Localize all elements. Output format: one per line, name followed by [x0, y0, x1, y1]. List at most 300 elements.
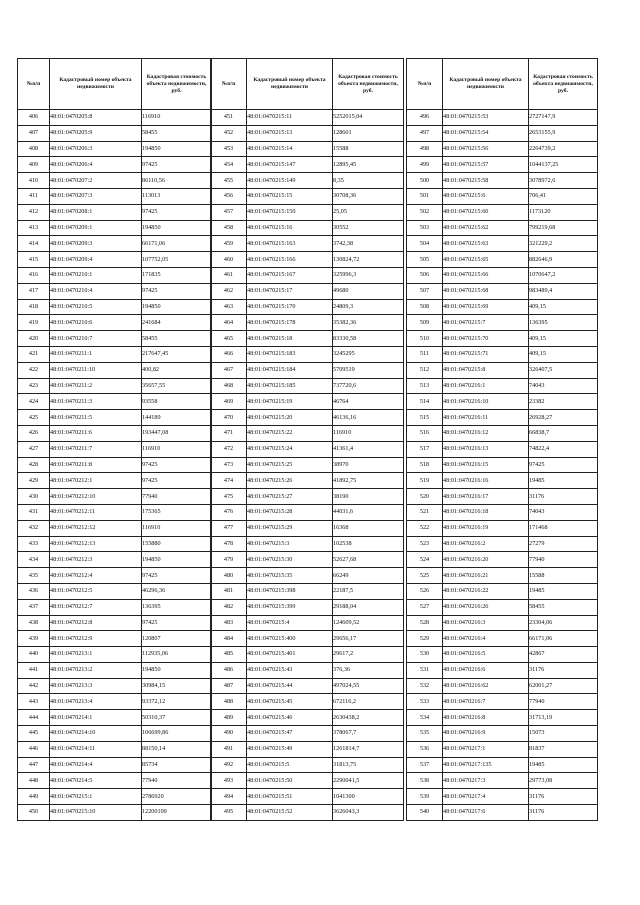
cadastral-number: 48:01:0470215:178	[247, 315, 333, 331]
row-number: 440	[18, 647, 50, 663]
cadastral-value: 97425	[142, 473, 212, 489]
table-row	[211, 741, 404, 757]
cadastral-value: 38970	[333, 457, 404, 473]
row-number: 519	[407, 473, 443, 489]
cadastral-number: 48:01:0470215:60	[443, 204, 529, 220]
table-row	[18, 315, 212, 331]
cadastral-value: 409,15	[529, 331, 598, 347]
row-number: 495	[211, 805, 247, 821]
cadastral-value: 376,36	[333, 662, 404, 678]
row-number: 464	[211, 315, 247, 331]
table-body	[18, 110, 212, 821]
cadastral-value: 5252015,04	[333, 110, 404, 126]
cadastral-value: 93558	[142, 394, 212, 410]
cadastral-number: 48:01:0470213:1	[50, 647, 142, 663]
cadastral-value: 49680	[333, 283, 404, 299]
table-row	[211, 710, 404, 726]
cadastral-value: 1261814,7	[333, 741, 404, 757]
cadastral-value: 31713,19	[529, 710, 598, 726]
cadastral-value: 3626043,3	[333, 805, 404, 821]
row-number: 485	[211, 647, 247, 663]
cadastral-number: 48:01:0470215:4	[247, 615, 333, 631]
cadastral-value: 77940	[529, 694, 598, 710]
table-row	[211, 694, 404, 710]
cadastral-number: 48:01:0470215:19	[247, 394, 333, 410]
row-number: 508	[407, 299, 443, 315]
row-number: 514	[407, 394, 443, 410]
table-row	[407, 220, 598, 236]
cadastral-number: 48:01:0470215:149	[247, 173, 333, 189]
cadastral-number: 48:01:0470215:183	[247, 346, 333, 362]
table-row	[18, 299, 212, 315]
cadastral-value: 193447,08	[142, 425, 212, 441]
cadastral-value: 409,15	[529, 299, 598, 315]
table-row	[18, 662, 212, 678]
cadastral-number: 48:01:0470215:5	[247, 757, 333, 773]
cadastral-value: 42867	[529, 647, 598, 663]
row-number: 421	[18, 346, 50, 362]
cadastral-value: 30984,15	[142, 678, 212, 694]
cadastral-number: 48:01:0470216:1	[443, 378, 529, 394]
table-row	[211, 489, 404, 505]
cadastral-number: 48:01:0470215:6	[443, 188, 529, 204]
table-row	[211, 267, 404, 283]
table-row	[407, 457, 598, 473]
table-row	[211, 315, 404, 331]
row-number: 444	[18, 710, 50, 726]
row-number: 530	[407, 647, 443, 663]
cadastral-value: 58455	[142, 125, 212, 141]
cadastral-value: 74043	[529, 504, 598, 520]
cadastral-value: 106699,86	[142, 726, 212, 742]
cadastral-number: 48:01:0470216:4	[443, 631, 529, 647]
cadastral-value: 46136,16	[333, 410, 404, 426]
row-number: 498	[407, 141, 443, 157]
cadastral-value: 38190	[333, 489, 404, 505]
row-number: 412	[18, 204, 50, 220]
cadastral-value: 41892,75	[333, 473, 404, 489]
row-number: 471	[211, 425, 247, 441]
table-row	[211, 662, 404, 678]
cadastral-value: 24809,3	[333, 299, 404, 315]
row-number: 528	[407, 615, 443, 631]
row-number: 406	[18, 110, 50, 126]
cadastral-number: 48:01:0470215:43	[247, 662, 333, 678]
table-row	[18, 757, 212, 773]
cadastral-value: 194850	[142, 220, 212, 236]
cadastral-value: 81837	[529, 741, 598, 757]
cadastral-value: 50310,37	[142, 710, 212, 726]
row-number: 521	[407, 504, 443, 520]
cadastral-number: 48:01:0470216:9	[443, 726, 529, 742]
table-row	[407, 741, 598, 757]
cadastral-number: 48:01:0470216:6	[443, 662, 529, 678]
row-number: 499	[407, 157, 443, 173]
table-row	[407, 331, 598, 347]
table-row	[18, 331, 212, 347]
cadastral-value: 102538	[333, 536, 404, 552]
row-number: 413	[18, 220, 50, 236]
table-row	[211, 457, 404, 473]
row-number: 430	[18, 489, 50, 505]
row-number: 456	[211, 188, 247, 204]
table-header-row	[211, 59, 404, 110]
row-number: 492	[211, 757, 247, 773]
row-number: 486	[211, 662, 247, 678]
cadastral-number: 48:01:0470215:13	[247, 125, 333, 141]
table-row	[18, 425, 212, 441]
row-number: 433	[18, 536, 50, 552]
table-row	[211, 552, 404, 568]
cadastral-value: 31176	[529, 489, 598, 505]
cadastral-table-2	[210, 58, 404, 821]
cadastral-number: 48:01:0470215:10	[50, 805, 142, 821]
cadastral-number: 48:01:0470215:47	[247, 726, 333, 742]
cadastral-value: 107752,05	[142, 252, 212, 268]
cadastral-number: 48:01:0470216:21	[443, 568, 529, 584]
row-number: 452	[211, 125, 247, 141]
table-row	[18, 220, 212, 236]
cadastral-number: 48:01:0470215:22	[247, 425, 333, 441]
row-number: 491	[211, 741, 247, 757]
cadastral-value: 113013	[142, 188, 212, 204]
row-number: 472	[211, 441, 247, 457]
row-number: 501	[407, 188, 443, 204]
table-row	[18, 773, 212, 789]
cadastral-number: 48:01:0470215:65	[443, 252, 529, 268]
cadastral-value: 52627,68	[333, 552, 404, 568]
row-number: 449	[18, 789, 50, 805]
row-number: 539	[407, 789, 443, 805]
cadastral-number: 48:01:0470215:18	[247, 331, 333, 347]
cadastral-number: 48:01:0470215:8	[443, 362, 529, 378]
table-row	[211, 410, 404, 426]
cadastral-value: 2653155,9	[529, 125, 598, 141]
table-row	[407, 315, 598, 331]
table-row	[18, 188, 212, 204]
row-number: 409	[18, 157, 50, 173]
cadastral-value: 58455	[529, 599, 598, 615]
cadastral-value: 325996,3	[333, 267, 404, 283]
table-row	[18, 489, 212, 505]
cadastral-value: 46296,36	[142, 583, 212, 599]
cadastral-number: 48:01:0470212:9	[50, 631, 142, 647]
cadastral-number: 48:01:0470215:66	[443, 267, 529, 283]
table-row	[18, 473, 212, 489]
cadastral-value: 116910	[142, 441, 212, 457]
header-cadastral-value: Кадастровая стоимость объекта недвижимости, руб.	[529, 59, 598, 110]
cadastral-value: 66171,06	[529, 631, 598, 647]
cadastral-number: 48:01:0470215:46	[247, 710, 333, 726]
table-row	[211, 805, 404, 821]
cadastral-number: 48:01:0470216:8	[443, 710, 529, 726]
cadastral-number: 48:01:0470215:399	[247, 599, 333, 615]
cadastral-value: 19485	[529, 473, 598, 489]
table-row	[211, 173, 404, 189]
cadastral-value: 35657,55	[142, 378, 212, 394]
cadastral-value: 378067,7	[333, 726, 404, 742]
table-row	[407, 283, 598, 299]
table-row	[18, 678, 212, 694]
row-number: 520	[407, 489, 443, 505]
cadastral-number: 48:01:0470217:135	[443, 757, 529, 773]
cadastral-number: 48:01:0470212:1	[50, 473, 142, 489]
row-number: 419	[18, 315, 50, 331]
table-row	[407, 710, 598, 726]
cadastral-number: 48:01:0470215:185	[247, 378, 333, 394]
cadastral-number: 48:01:0470215:58	[443, 173, 529, 189]
cadastral-number: 48:01:0470215:25	[247, 457, 333, 473]
table-row	[18, 694, 212, 710]
row-number: 461	[211, 267, 247, 283]
row-number: 436	[18, 583, 50, 599]
cadastral-value: 41361,4	[333, 441, 404, 457]
cadastral-number: 48:01:0470205:8	[50, 110, 142, 126]
cadastral-value: 74043	[529, 378, 598, 394]
row-number: 410	[18, 173, 50, 189]
row-number: 515	[407, 410, 443, 426]
table-row	[18, 568, 212, 584]
table-row	[18, 805, 212, 821]
cadastral-number: 48:01:0470215:170	[247, 299, 333, 315]
row-number: 460	[211, 252, 247, 268]
table-row	[211, 520, 404, 536]
cadastral-value: 30708,36	[333, 188, 404, 204]
table-row	[407, 678, 598, 694]
row-number: 424	[18, 394, 50, 410]
row-number: 465	[211, 331, 247, 347]
table-row	[407, 520, 598, 536]
row-number: 478	[211, 536, 247, 552]
row-number: 507	[407, 283, 443, 299]
cadastral-number: 48:01:0470215:54	[443, 125, 529, 141]
cadastral-number: 48:01:0470210:1	[50, 267, 142, 283]
cadastral-number: 48:01:0470216:62	[443, 678, 529, 694]
cadastral-number: 48:01:0470212:7	[50, 599, 142, 615]
cadastral-value: 217647,45	[142, 346, 212, 362]
cadastral-value: 116910	[142, 110, 212, 126]
table-row	[18, 141, 212, 157]
row-number: 434	[18, 552, 50, 568]
cadastral-value: 1041300	[333, 789, 404, 805]
row-number: 457	[211, 204, 247, 220]
table-row	[407, 726, 598, 742]
cadastral-table-1	[17, 58, 212, 821]
table-row	[211, 204, 404, 220]
cadastral-number: 48:01:0470205:9	[50, 125, 142, 141]
row-number: 503	[407, 220, 443, 236]
cadastral-number: 48:01:0470216:11	[443, 410, 529, 426]
table-row	[407, 536, 598, 552]
table-row	[407, 362, 598, 378]
row-number: 437	[18, 599, 50, 615]
cadastral-value: 31176	[529, 805, 598, 821]
cadastral-number: 48:01:0470216:13	[443, 441, 529, 457]
cadastral-number: 48:01:0470216:5	[443, 647, 529, 663]
table-row	[18, 615, 212, 631]
row-number: 427	[18, 441, 50, 457]
row-number: 463	[211, 299, 247, 315]
cadastral-value: 77940	[142, 489, 212, 505]
row-number: 432	[18, 520, 50, 536]
cadastral-value: 83330,58	[333, 331, 404, 347]
row-number: 448	[18, 773, 50, 789]
row-number: 445	[18, 726, 50, 742]
cadastral-number: 48:01:0470215:150	[247, 204, 333, 220]
cadastral-number: 48:01:0470215:71	[443, 346, 529, 362]
row-number: 522	[407, 520, 443, 536]
table-row	[407, 568, 598, 584]
table-row	[18, 599, 212, 615]
table-row	[407, 188, 598, 204]
row-number: 512	[407, 362, 443, 378]
table-row	[18, 236, 212, 252]
cadastral-number: 48:01:0470215:56	[443, 141, 529, 157]
table-row	[407, 125, 598, 141]
cadastral-number: 48:01:0470215:17	[247, 283, 333, 299]
cadastral-value: 155880	[142, 536, 212, 552]
cadastral-number: 48:01:0470215:27	[247, 489, 333, 505]
row-number: 496	[407, 110, 443, 126]
row-number: 489	[211, 710, 247, 726]
row-number: 526	[407, 583, 443, 599]
table-row	[18, 394, 212, 410]
cadastral-number: 48:01:0470216:22	[443, 583, 529, 599]
cadastral-number: 48:01:0470211:10	[50, 362, 142, 378]
cadastral-value: 136395	[529, 315, 598, 331]
table-row	[211, 647, 404, 663]
cadastral-value: 15588	[333, 141, 404, 157]
table-row	[18, 710, 212, 726]
cadastral-number: 48:01:0470213:2	[50, 662, 142, 678]
cadastral-number: 48:01:0470209:4	[50, 252, 142, 268]
cadastral-number: 48:01:0470212:12	[50, 520, 142, 536]
row-number: 474	[211, 473, 247, 489]
cadastral-number: 48:01:0470215:184	[247, 362, 333, 378]
cadastral-number: 48:01:0470215:63	[443, 236, 529, 252]
cadastral-number: 48:01:0470213:3	[50, 678, 142, 694]
cadastral-value: 97425	[142, 204, 212, 220]
cadastral-value: 35382,36	[333, 315, 404, 331]
cadastral-number: 48:01:0470215:400	[247, 631, 333, 647]
cadastral-number: 48:01:0470214:5	[50, 773, 142, 789]
table-row	[211, 394, 404, 410]
table-row	[211, 220, 404, 236]
cadastral-value: 400,82	[142, 362, 212, 378]
cadastral-value: 93372,12	[142, 694, 212, 710]
row-number: 408	[18, 141, 50, 157]
cadastral-number: 48:01:0470215:1	[50, 789, 142, 805]
cadastral-number: 48:01:0470209:1	[50, 220, 142, 236]
table-row	[18, 741, 212, 757]
table-row	[18, 252, 212, 268]
row-number: 502	[407, 204, 443, 220]
row-number: 458	[211, 220, 247, 236]
table-row	[211, 599, 404, 615]
table-row	[18, 362, 212, 378]
cadastral-number: 48:01:0470206:3	[50, 141, 142, 157]
row-number: 482	[211, 599, 247, 615]
cadastral-number: 48:01:0470216:17	[443, 489, 529, 505]
table-row	[211, 504, 404, 520]
table-row	[407, 425, 598, 441]
row-number: 455	[211, 173, 247, 189]
cadastral-number: 48:01:0470215:44	[247, 678, 333, 694]
cadastral-number: 48:01:0470211:6	[50, 425, 142, 441]
table-header-row	[407, 59, 598, 110]
table-row	[407, 236, 598, 252]
row-number: 442	[18, 678, 50, 694]
row-number: 422	[18, 362, 50, 378]
table-row	[407, 615, 598, 631]
cadastral-number: 48:01:0470216:12	[443, 425, 529, 441]
table-row	[211, 110, 404, 126]
cadastral-value: 27279	[529, 536, 598, 552]
cadastral-number: 48:01:0470215:30	[247, 552, 333, 568]
cadastral-value: 23304,06	[529, 615, 598, 631]
cadastral-value: 882646,9	[529, 252, 598, 268]
cadastral-value: 62001,27	[529, 678, 598, 694]
row-number: 418	[18, 299, 50, 315]
cadastral-number: 48:01:0470214:1	[50, 710, 142, 726]
cadastral-number: 48:01:0470212:8	[50, 615, 142, 631]
cadastral-number: 48:01:0470217:1	[443, 741, 529, 757]
cadastral-number: 48:01:0470208:1	[50, 204, 142, 220]
table-row	[18, 204, 212, 220]
cadastral-value: 15588	[529, 568, 598, 584]
table-row	[407, 252, 598, 268]
table-row	[18, 457, 212, 473]
cadastral-value: 409,15	[529, 346, 598, 362]
row-number: 490	[211, 726, 247, 742]
cadastral-value: 2290041,5	[333, 773, 404, 789]
table-body	[407, 110, 598, 821]
cadastral-number: 48:01:0470215:69	[443, 299, 529, 315]
table-row	[18, 647, 212, 663]
cadastral-number: 48:01:0470216:3	[443, 615, 529, 631]
row-number: 487	[211, 678, 247, 694]
cadastral-number: 48:01:0470215:45	[247, 694, 333, 710]
cadastral-number: 48:01:0470215:166	[247, 252, 333, 268]
row-number: 439	[18, 631, 50, 647]
table-row	[407, 110, 598, 126]
cadastral-number: 48:01:0470210:6	[50, 315, 142, 331]
cadastral-value: 128601	[333, 125, 404, 141]
row-number: 504	[407, 236, 443, 252]
cadastral-number: 48:01:0470211:2	[50, 378, 142, 394]
row-number: 517	[407, 441, 443, 457]
table-row	[18, 173, 212, 189]
table-row	[407, 789, 598, 805]
cadastral-number: 48:01:0470215:15	[247, 188, 333, 204]
cadastral-number: 48:01:0470215:167	[247, 267, 333, 283]
row-number: 540	[407, 805, 443, 821]
cadastral-number: 48:01:0470215:53	[443, 110, 529, 126]
table-row	[407, 552, 598, 568]
cadastral-value: 97425	[142, 457, 212, 473]
row-number: 453	[211, 141, 247, 157]
cadastral-table-3	[406, 58, 598, 821]
row-number: 446	[18, 741, 50, 757]
cadastral-value: 19485	[529, 757, 598, 773]
row-number: 462	[211, 283, 247, 299]
cadastral-number: 48:01:0470214:4	[50, 757, 142, 773]
table-row	[18, 789, 212, 805]
table-row	[407, 473, 598, 489]
cadastral-number: 48:01:0470216:18	[443, 504, 529, 520]
cadastral-value: 124609,52	[333, 615, 404, 631]
cadastral-value: 2630438,2	[333, 710, 404, 726]
